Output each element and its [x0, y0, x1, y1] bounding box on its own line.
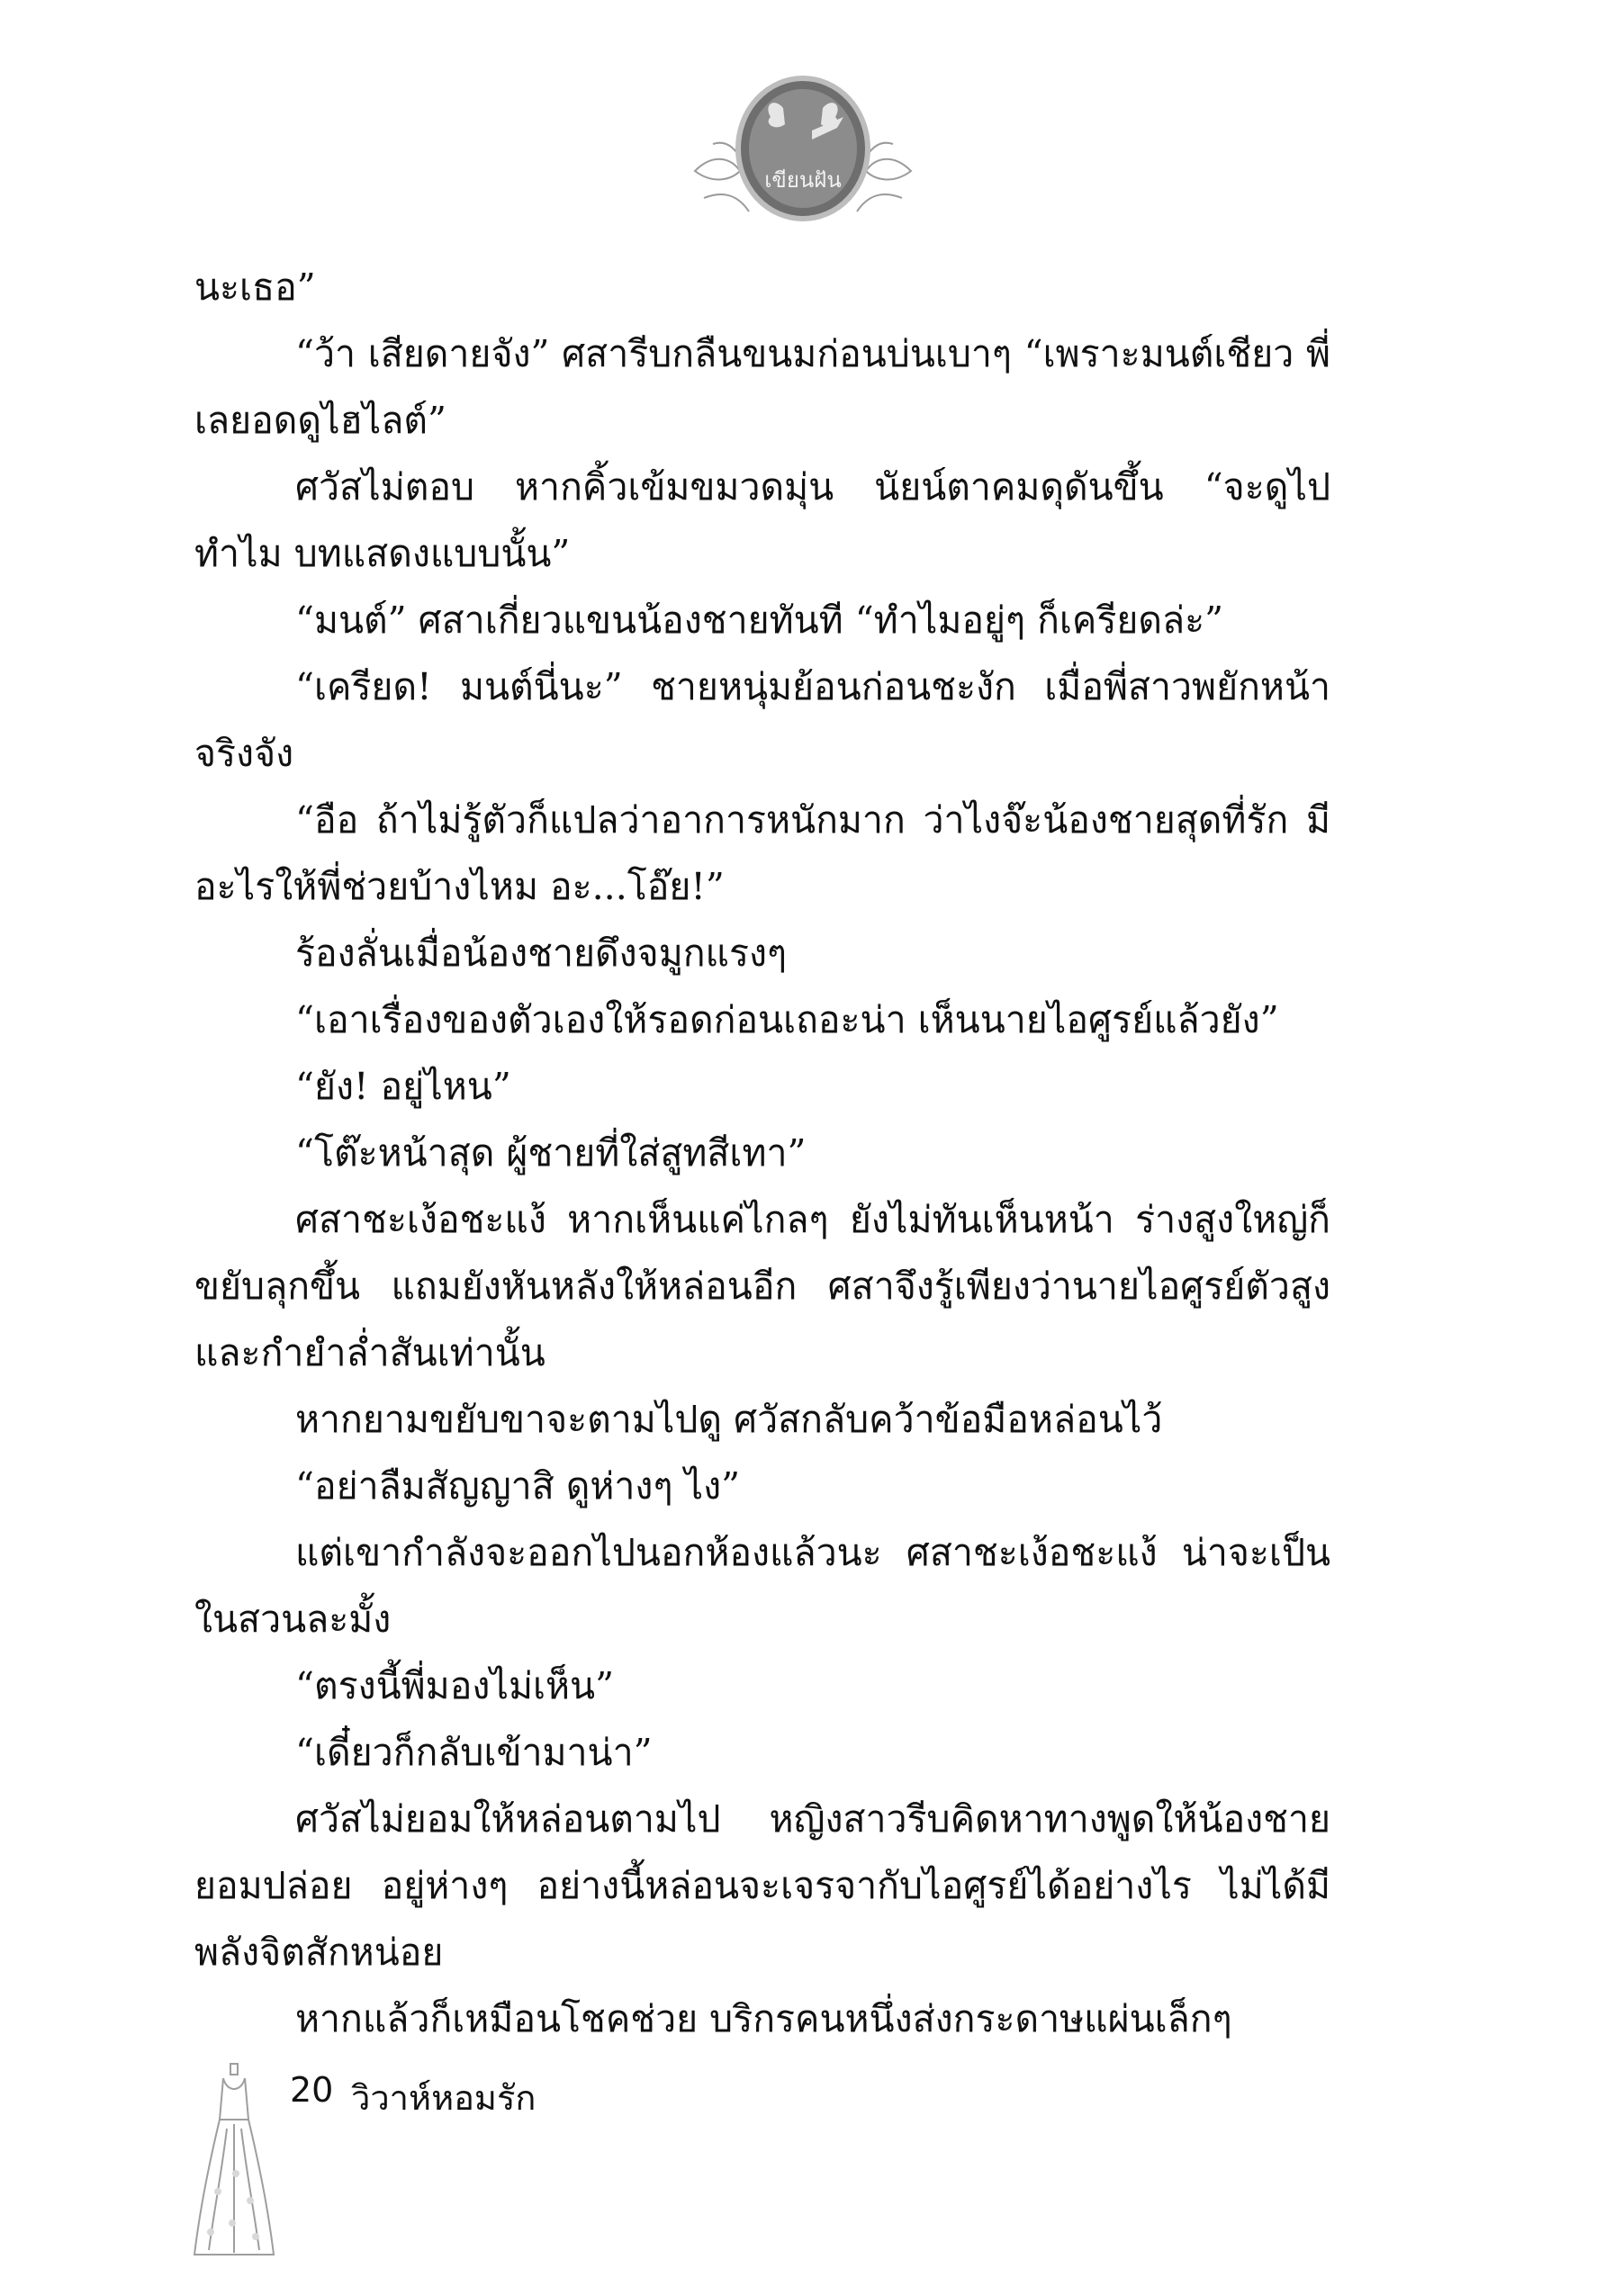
paragraph: ร้องลั่นเมื่อน้องชายดึงจมูกแรงๆ [295, 932, 788, 975]
paragraph: “มนต์” ศสาเกี่ยวแขนน้องชายทันที “ทำไมอยู่ๆ ก็เครียดล่ะ” [295, 599, 1224, 642]
paragraph: หากแล้วก็เหมือนโชคช่วย บริกรคนหนึ่งส่งกระดาษแผ่นเล็กๆ [295, 1997, 1232, 2040]
paragraph: “อย่าลืมสัญญาสิ ดูห่างๆ ไง” [295, 1464, 741, 1508]
book-title: วิวาห์หอมรัก [351, 2078, 537, 2118]
paragraph: นะเธอ” [194, 266, 316, 309]
paragraph: “ตรงนี้พี่มองไม่เห็น” [295, 1664, 615, 1707]
publisher-logo [677, 54, 929, 234]
paragraph: “โต๊ะหน้าสุด ผู้ชายที่ใส่สูทสีเทา” [295, 1131, 807, 1175]
paragraph: ศวัสไม่ตอบ หากคิ้วเข้มขมวดมุ่น นัยน์ตาคมดุดันขึ้น “จะดูไปทำไม บทแสดงแบบนั้น” [194, 465, 1330, 575]
paragraph: “ยัง! อยู่ไหน” [295, 1065, 511, 1108]
paragraph: “ว้า เสียดายจัง” ศสารีบกลืนขนมก่อนบ่นเบาๆ “เพราะมนต์เชียว พี่เลยอดดูไฮไลต์” [194, 332, 1330, 442]
paragraph: “อือ ถ้าไม่รู้ตัวก็แปลว่าอาการหนักมาก ว่าไงจ๊ะน้องชายสุดที่รัก มีอะไรให้พี่ช่วยบ้างไหม อะ...โอ๊ย!” [194, 798, 1330, 908]
wedding-dress-ornament [191, 2057, 277, 2259]
paragraph: แต่เขากำลังจะออกไปนอกห้องแล้วนะ ศสาชะเง้อชะแง้ น่าจะเป็นในสวนละมั้ง [194, 1531, 1330, 1641]
paragraph: ศวัสไม่ยอมให้หล่อนตามไป หญิงสาวรีบคิดหาทางพูดให้น้องชายยอมปล่อย อยู่ห่างๆ อย่างนี้หล่อนจะเจรจากับไอศูรย์ได้อย่างไร ไม่ได้มีพลังจิตสักหน่อย [194, 1797, 1330, 1974]
paragraph: ศสาชะเง้อชะแง้ หากเห็นแค่ไกลๆ ยังไม่ทันเห็นหน้า ร่างสูงใหญ่ก็ขยับลุกขึ้น แถมยังหันหลังให้หล่อนอีก ศสาจึงรู้เพียงว่านายไอศูรย์ตัวสูงและกำยำล่ำสันเท่านั้น [194, 1198, 1330, 1374]
paragraph: “เอาเรื่องของตัวเองให้รอดก่อนเถอะน่า เห็นนายไอศูรย์แล้วยัง” [295, 998, 1279, 1041]
paragraph: “เดี๋ยวก็กลับเข้ามาน่า” [295, 1731, 653, 1774]
page-number: 20 [290, 2070, 334, 2110]
body-text [194, 254, 1330, 2052]
paragraph: “เครียด! มนต์นี่นะ” ชายหนุ่มย้อนก่อนชะงัก เมื่อพี่สาวพยักหน้าจริงจัง [194, 665, 1330, 775]
logo-lettering: เขียนฝัน [764, 167, 842, 193]
paragraph: หากยามขยับขาจะตามไปดู ศวัสกลับคว้าข้อมือหล่อนไว้ [295, 1398, 1163, 1441]
